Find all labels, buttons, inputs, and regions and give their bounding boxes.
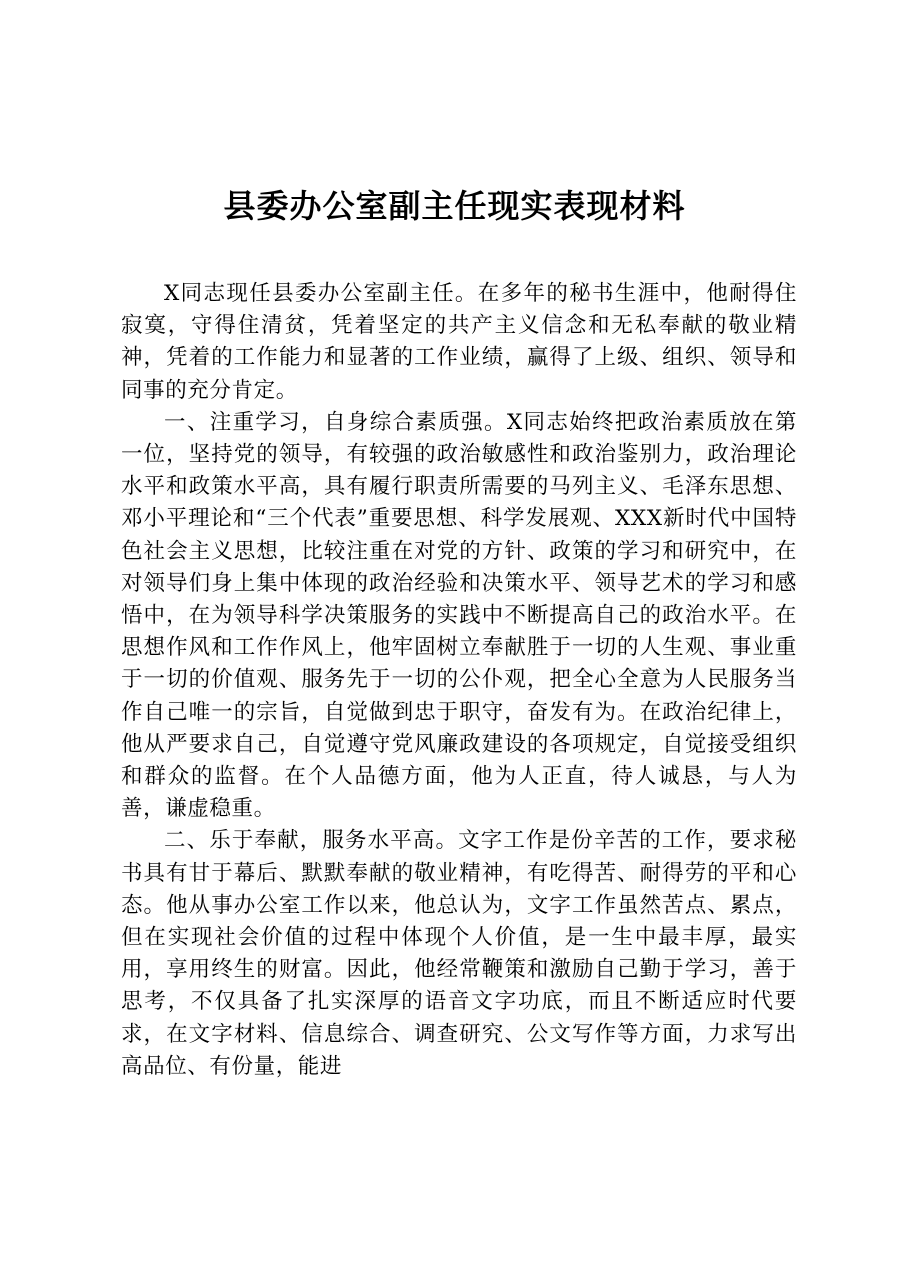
document-title: 县委办公室副主任现实表现材料 (223, 187, 686, 225)
paragraph-intro: X同志现任县委办公室副主任。在多年的秘书生涯中，他耐得住寂寞，守得住清贫，凭着坚定的共产主义信念和无私奉献的敬业精神，凭着的工作能力和显著的工作业绩，赢得了上级、组织、领导和同事的充分肯定。 (121, 281, 797, 403)
document-body (121, 278, 797, 1083)
paragraph-section-2: 二、乐于奉献，服务水平高。文字工作是份辛苦的工作，要求秘书具有甘于幕后、默默奉献的敬业精神，有吃得苦、耐得劳的平和心态。他从事办公室工作以来，他总认为，文字工作虽然苦点、累点，但在实现社会价值的过程中体现个人价值，是一生中最丰厚，最实用，享用终生的财富。因此，他经常鞭策和激励自己勤于学习，善于思考，不仅具备了扎实深厚的语音文字功底，而且不断适应时代要求，在文字材料、信息综合、调查研究、公文写作等方面，力求写出高品位、有份量，能进 (121, 828, 797, 1079)
paragraph-section-1: 一、注重学习，自身综合素质强。X同志始终把政治素质放在第一位，坚持党的领导，有较强的政治敏感性和政治鉴别力，政治理论水平和政策水平高，具有履行职责所需要的马列主义、毛泽东思想、邓小平理论和“三个代表”重要思想、科学发展观、XXX新时代中国特色社会主义思想，比较注重在对党的方针、政策的学习和研究中，在对领导们身上集中体现的政治经验和决策水平、领导艺术的学习和感悟中，在为领导科学决策服务的实践中不断提高自己的政治水平。在思想作风和工作作风上，他牢固树立奉献胜于一切的人生观、事业重于一切的价值观、服务先于一切的公仆观，把全心全意为人民服务当作自己唯一的宗旨，自觉做到忠于职守，奋发有为。在政治纪律上，他从严要求自己，自觉遵守党风廉政建设的各项规定，自觉接受组织和群众的监督。在个人品德方面，他为人正直，待人诚恳，与人为善，谦虚稳重。 (121, 409, 797, 822)
